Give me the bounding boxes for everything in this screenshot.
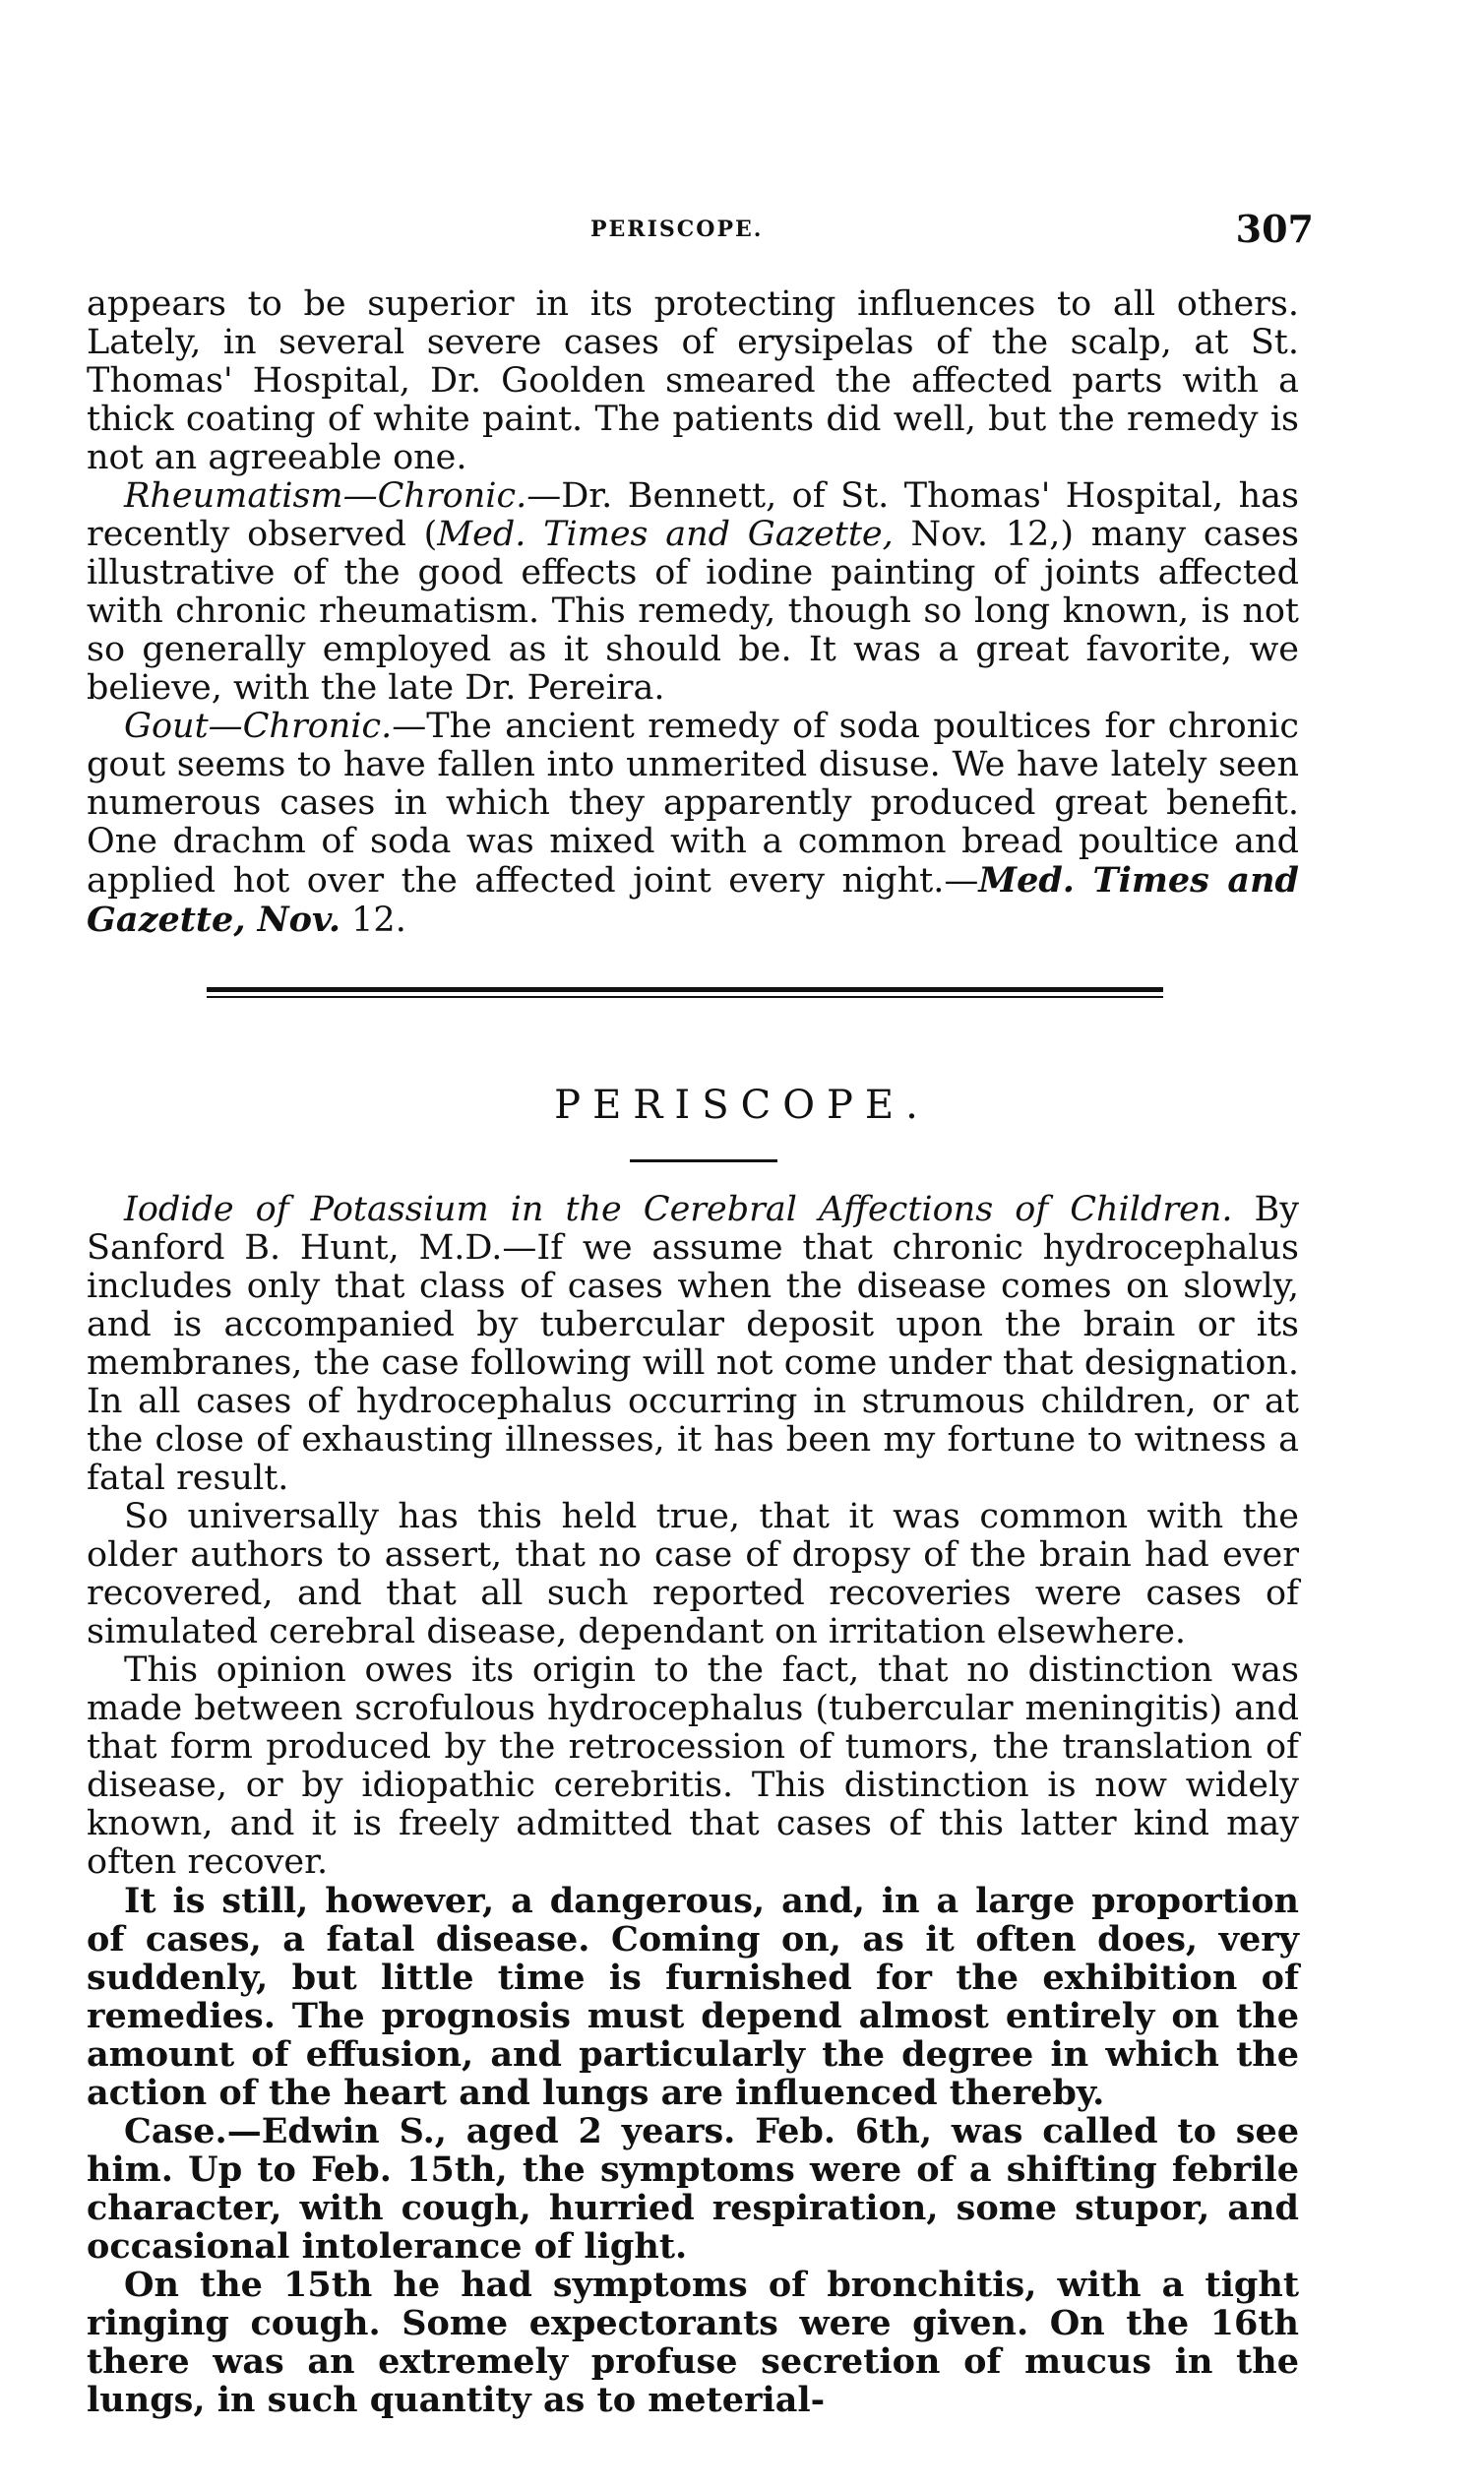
divider-thick-rule	[207, 987, 1163, 992]
paragraph-erysipelas	[87, 285, 1299, 477]
section-heading-gout: Gout—Chronic.	[124, 707, 393, 746]
paragraph-text: —The ancient remedy of soda poultices for chronic gout seems to have fallen into unmerited disuse. We have lately seen numerous cases in which they apparently produced great benefit. One drachm of soda was mixed with a common bread poultice and applied hot over the affected joint every night.—	[87, 707, 1299, 901]
running-title: PERISCOPE.	[590, 217, 764, 242]
paragraph-dropsy: So universally has this held true, that it was common with the older authors to assert, that no case of dropsy of the brain had ever recovered, and that all such reported recoveries were cases of simulated cerebral disease, dependant on irritation elsewhere.	[87, 1497, 1299, 1651]
page-number: 307	[1235, 207, 1314, 251]
paragraph-bronchitis: On the 15th he had symptoms of bronchitis, with a tight ringing cough. Some expectorants were given. On the 16th there was an extremely profuse secretion of mucus in the lungs, in such quantity as to meterial-	[87, 2265, 1299, 2420]
paragraph-opinion: This opinion owes its origin to the fact, that no distinction was made between scrofulous hydrocephalus (tubercular meningitis) and that form produced by the retrocession of tumors, the translation of disease, or by idiopathic cerebritis. This distinction is now widely known, and it is freely admitted that cases of this latter kind may often recover.	[87, 1650, 1299, 1882]
section-title: PERISCOPE.	[554, 1083, 930, 1128]
section-heading-rheumatism: Rheumatism—Chronic.	[124, 476, 527, 516]
case-label: Case.	[124, 2111, 227, 2151]
citation: Med. Times and Gazette,	[437, 515, 894, 554]
citation: Med. Times and Gazette, Nov.	[87, 860, 1300, 940]
paragraph-rheumatism	[87, 477, 1299, 708]
paragraph-text: 12.	[340, 901, 406, 940]
paragraph-intro	[87, 1191, 1299, 1498]
article-byline: By Sanford B. Hunt, M.D.	[87, 1190, 1299, 1268]
top-text-block	[87, 285, 1299, 940]
paragraph-text: —Dr. Bennett, of St. Thomas' Hospital, has recently observed (	[87, 476, 1299, 554]
paragraph-danger: It is still, however, a dangerous, and, in a large proportion of cases, a fatal disease. Coming on, as it often does, very suddenly, but little time is furnished for the exhibition of remedies. The prognosis must depend almost entirely on the amount of effusion, and particularly the degree in which the action of the heart and lungs are influenced thereby.	[87, 1881, 1299, 2113]
paragraph-text: appears to be superior in its protecting influences to all others. Lately, in several severe cases of erysipelas of the scalp, at St. Thomas' Hospital, Dr. Goolden smeared the affected parts with a thick coating of white paint. The patients did well, but the remedy is not an agreeable one.	[87, 284, 1299, 477]
title-rule	[630, 1159, 777, 1162]
section-divider	[207, 987, 1163, 1001]
article-title: Iodide of Potassium in the Cerebral Affections of Children.	[124, 1190, 1233, 1229]
paragraph-text: Nov. 12,) many cases illustrative of the good effects of iodine painting of joints affected with chronic rheumatism. This remedy, though so long known, is not so generally employed as it should be. It was a great favorite, we believe, with the late Dr. Pereira.	[87, 515, 1299, 708]
paragraph-gout	[87, 708, 1299, 940]
paragraph-case	[87, 2112, 1299, 2266]
divider-thin-rule	[207, 996, 1163, 998]
paragraph-text: —If we assume that chronic hydrocephalus includes only that class of cases when the disease comes on slowly, and is accompanied by tubercular deposit upon the brain or its membranes, the case following will not come under that designation. In all cases of hydrocephalus occurring in strumous children, or at the close of exhausting illnesses, it has been my fortune to witness a fatal result.	[87, 1228, 1300, 1498]
paragraph-text: —Edwin S., aged 2 years. Feb. 6th, was called to see him. Up to Feb. 15th, the symptoms were of a shifting febrile character, with cough, hurried respiration, some stupor, and occasional intolerance of light.	[87, 2111, 1299, 2267]
article-block	[87, 1191, 1299, 2419]
running-head	[590, 207, 1314, 256]
